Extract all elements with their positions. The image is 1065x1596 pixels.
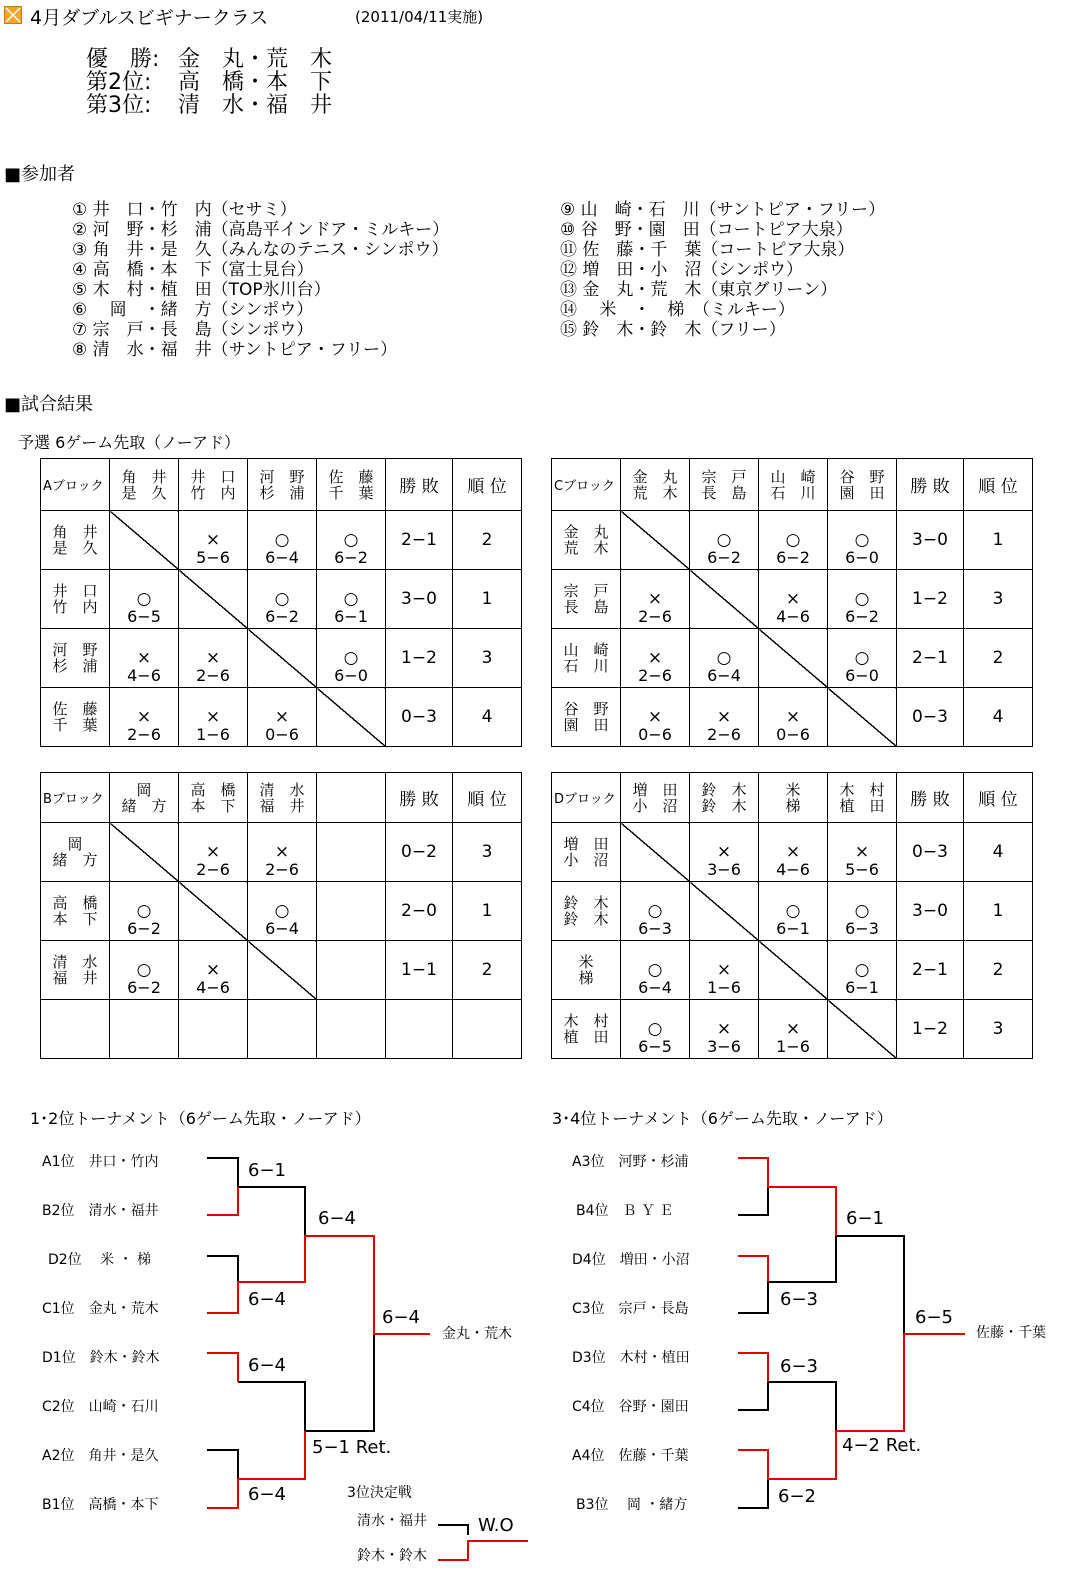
bracket1-score: 6−4 [248, 1289, 286, 1310]
bracket1-score: 5−1 Ret. [312, 1437, 392, 1458]
event-date: (2011/04/11実施) [355, 8, 484, 26]
result-cell: × 2−6 [690, 688, 759, 747]
column-header: 角 井 是 久 [110, 459, 179, 511]
result-cell: ○ 6−2 [110, 882, 179, 941]
column-header: 鈴 木 鈴 木 [690, 773, 759, 823]
result-cell: ○ 6−5 [621, 1000, 690, 1059]
third-place-team: 鈴木・鈴木 [357, 1548, 427, 1564]
result-cell: × 0−6 [621, 688, 690, 747]
bracket1-slot: B1位 高橋・本下 [42, 1497, 159, 1513]
wl-cell: 3−0 [386, 570, 453, 629]
result-cell: × 2−6 [179, 629, 248, 688]
rank-header: 順 位 [453, 773, 522, 823]
bracket2-score: 6−3 [780, 1356, 818, 1377]
result-cell: × 2−6 [179, 823, 248, 882]
result-cell: ○ 6−1 [317, 570, 386, 629]
result-cell: × 4−6 [759, 823, 828, 882]
result-cell: × 4−6 [110, 629, 179, 688]
result-cell: × 1−6 [690, 941, 759, 1000]
bracket1-slot: D1位 鈴木・鈴木 [42, 1350, 160, 1366]
rank-cell: 2 [453, 941, 522, 1000]
rank-cell: 1 [453, 570, 522, 629]
rank-cell: 2 [964, 629, 1033, 688]
rank-cell: 1 [453, 882, 522, 941]
block-label: Bブロック [41, 773, 110, 823]
result-cell: × 3−6 [690, 1000, 759, 1059]
result-cell: × 2−6 [110, 688, 179, 747]
wl-cell: 0−3 [897, 688, 964, 747]
bracket2-slot: D3位 木村・植田 [572, 1350, 690, 1366]
result-cell: × 5−6 [179, 511, 248, 570]
rank-header: 順 位 [964, 459, 1033, 511]
bracket2-slot: C4位 谷野・園田 [572, 1399, 689, 1415]
bracket2-heading: 3･4位トーナメント（6ゲーム先取・ノーアド） [552, 1109, 893, 1128]
rank-cell: 3 [964, 1000, 1033, 1059]
result-cell: ○ 6−2 [828, 570, 897, 629]
row-header: 山 崎 石 川 [552, 629, 621, 688]
result-cell: × 5−6 [828, 823, 897, 882]
result-cell: ○ 6−3 [621, 882, 690, 941]
result-cell: × 2−6 [248, 823, 317, 882]
column-header: 米 梯 [759, 773, 828, 823]
wl-cell: 2−0 [386, 882, 453, 941]
bracket2-winner: 佐藤・千葉 [976, 1325, 1046, 1341]
wl-cell: 3−0 [897, 882, 964, 941]
list-item: ⑨ 山 崎・石 川（サントピア・フリー） [560, 200, 886, 220]
result-cell: ○ 6−0 [828, 629, 897, 688]
bracket2-final-score: 6−5 [915, 1307, 953, 1328]
result-cell: ○ 6−2 [317, 511, 386, 570]
column-header: 井 口 竹 内 [179, 459, 248, 511]
row-header: 木 村 植 田 [552, 1000, 621, 1059]
bracket1-slot: C1位 金丸・荒木 [42, 1301, 159, 1317]
result-cell: ○ 6−0 [317, 629, 386, 688]
rank-cell: 4 [453, 688, 522, 747]
rank-cell: 1 [964, 882, 1033, 941]
winner-line: 第3位: 清 水・福 井 [86, 93, 333, 118]
participants-heading: ■参加者 [4, 164, 76, 185]
winner-line: 第2位: 高 橋・本 下 [86, 70, 333, 95]
list-item: ⑥ 岡 ・緒 方（シンポウ） [72, 300, 314, 320]
rank-cell: 3 [453, 823, 522, 882]
result-cell: × 0−6 [759, 688, 828, 747]
list-item: ① 井 口・竹 内（セサミ） [72, 200, 297, 220]
rank-cell: 4 [964, 823, 1033, 882]
third-place-result: W.O [478, 1515, 514, 1536]
list-item: ⑬ 金 丸・荒 木（東京グリーン） [560, 280, 838, 300]
bracket2-score: 6−2 [778, 1486, 816, 1507]
rank-cell: 4 [964, 688, 1033, 747]
column-header: 谷 野 園 田 [828, 459, 897, 511]
block-label: Cブロック [552, 459, 621, 511]
page-title: 4月ダブルスビギナークラス [30, 7, 269, 29]
row-header: 岡 緒 方 [41, 823, 110, 882]
result-cell: × 1−6 [759, 1000, 828, 1059]
row-header: 高 橋 本 下 [41, 882, 110, 941]
bracket2-score: 6−1 [846, 1208, 884, 1229]
bracket1-score: 6−4 [318, 1208, 356, 1229]
result-cell: ○ 6−3 [828, 882, 897, 941]
third-place-team: 清水・福井 [357, 1513, 427, 1529]
rank-cell: 2 [964, 941, 1033, 1000]
rank-cell: 2 [453, 511, 522, 570]
row-header: 井 口 竹 内 [41, 570, 110, 629]
wl-cell: 1−2 [386, 629, 453, 688]
wl-cell: 3−0 [897, 511, 964, 570]
row-header: 米 梯 [552, 941, 621, 1000]
column-header: 河 野 杉 浦 [248, 459, 317, 511]
list-item: ⑤ 木 村・植 田（TOP氷川台） [72, 280, 331, 300]
bracket1-slot: B2位 清水・福井 [42, 1203, 159, 1219]
column-header: 山 崎 石 川 [759, 459, 828, 511]
rank-cell: 3 [453, 629, 522, 688]
prelim-heading: 予選 6ゲーム先取（ノーアド） [18, 433, 240, 452]
wl-cell: 1−1 [386, 941, 453, 1000]
wl-cell: 0−2 [386, 823, 453, 882]
rank-header: 順 位 [964, 773, 1033, 823]
list-item: ⑮ 鈴 木・鈴 木（フリー） [560, 320, 786, 340]
bracket1-slot: A1位 井口・竹内 [42, 1154, 159, 1170]
bracket2-slot: B4位 Ｂ Ｙ Ｅ [576, 1203, 674, 1219]
column-header: 増 田 小 沼 [621, 773, 690, 823]
result-cell: × 0−6 [248, 688, 317, 747]
bracket1-final-score: 6−4 [382, 1307, 420, 1328]
bracket1-score: 6−1 [248, 1160, 286, 1181]
list-item: ③ 角 井・是 久（みんなのテニス・シンポウ） [72, 240, 449, 260]
row-header: 角 井 是 久 [41, 511, 110, 570]
wl-cell: 2−1 [386, 511, 453, 570]
result-cell: × 4−6 [179, 941, 248, 1000]
result-cell: ○ 6−2 [690, 511, 759, 570]
bracket2-score: 6−3 [780, 1289, 818, 1310]
bracket1-slot: D2位 米 ・ 梯 [48, 1252, 152, 1268]
result-cell: × 3−6 [690, 823, 759, 882]
row-header: 谷 野 園 田 [552, 688, 621, 747]
wl-header: 勝 敗 [897, 773, 964, 823]
result-cell: ○ 6−5 [110, 570, 179, 629]
bracket2-slot: A3位 河野・杉浦 [572, 1154, 689, 1170]
row-header: 鈴 木 鈴 木 [552, 882, 621, 941]
row-header: 佐 藤 千 葉 [41, 688, 110, 747]
bracket2-slot: C3位 宗戸・長島 [572, 1301, 689, 1317]
column-header: 木 村 植 田 [828, 773, 897, 823]
wl-header: 勝 敗 [897, 459, 964, 511]
result-cell: ○ 6−2 [759, 511, 828, 570]
column-header: 佐 藤 千 葉 [317, 459, 386, 511]
results-heading: ■試合結果 [4, 394, 94, 415]
result-cell: ○ 6−2 [248, 570, 317, 629]
column-header: 清 水 福 井 [248, 773, 317, 823]
column-header: 岡 緒 方 [110, 773, 179, 823]
winner-line: 優 勝: 金 丸・荒 木 [86, 47, 333, 72]
list-item: ⑩ 谷 野・園 田（コートピア大泉） [560, 220, 853, 240]
column-header: 宗 戸 長 島 [690, 459, 759, 511]
result-cell: ○ 6−4 [248, 882, 317, 941]
block-label: Aブロック [41, 459, 110, 511]
wl-header: 勝 敗 [386, 773, 453, 823]
wl-cell: 1−2 [897, 1000, 964, 1059]
result-cell: ○ 6−4 [621, 941, 690, 1000]
bracket1-score: 6−4 [248, 1484, 286, 1505]
list-item: ⑦ 宗 戸・長 島（シンポウ） [72, 320, 314, 340]
row-header: 増 田 小 沼 [552, 823, 621, 882]
result-cell: ○ 6−0 [828, 511, 897, 570]
wl-cell: 1−2 [897, 570, 964, 629]
bracket1-score: 6−4 [248, 1355, 286, 1376]
bracket1-heading: 1･2位トーナメント（6ゲーム先取・ノーアド） [30, 1109, 371, 1128]
bracket2-score: 4−2 Ret. [842, 1435, 922, 1456]
result-cell: ○ 6−1 [759, 882, 828, 941]
list-item: ④ 高 橋・本 下（富士見台） [72, 260, 314, 280]
bracket2-slot: B3位 岡 ・緒方 [576, 1497, 688, 1513]
row-header: 宗 戸 長 島 [552, 570, 621, 629]
column-header: 高 橋 本 下 [179, 773, 248, 823]
result-cell: × 2−6 [621, 629, 690, 688]
bracket1-slot: C2位 山崎・石川 [42, 1399, 159, 1415]
rank-header: 順 位 [453, 459, 522, 511]
wl-cell: 0−3 [897, 823, 964, 882]
list-item: ⑧ 清 水・福 井（サントピア・フリー） [72, 340, 398, 360]
bracket1-winner: 金丸・荒木 [442, 1326, 512, 1342]
column-header: 金 丸 荒 木 [621, 459, 690, 511]
row-header: 金 丸 荒 木 [552, 511, 621, 570]
result-cell: × 4−6 [759, 570, 828, 629]
result-cell: × 1−6 [179, 688, 248, 747]
rank-cell: 3 [964, 570, 1033, 629]
wl-cell: 2−1 [897, 941, 964, 1000]
list-item: ⑫ 増 田・小 沼（シンポウ） [560, 260, 803, 280]
result-cell: ○ 6−2 [110, 941, 179, 1000]
wl-cell: 2−1 [897, 629, 964, 688]
block-label: Dブロック [552, 773, 621, 823]
wl-header: 勝 敗 [386, 459, 453, 511]
result-cell: × 2−6 [621, 570, 690, 629]
bracket1-slot: A2位 角井・是久 [42, 1448, 159, 1464]
list-item: ② 河 野・杉 浦（高島平インドア・ミルキー） [72, 220, 450, 240]
row-header: 清 水 福 井 [41, 941, 110, 1000]
result-cell: ○ 6−4 [248, 511, 317, 570]
bracket2-slot: A4位 佐藤・千葉 [572, 1448, 689, 1464]
list-item: ⑪ 佐 藤・千 葉（コートピア大泉） [560, 240, 855, 260]
bracket2-slot: D4位 増田・小沼 [572, 1252, 690, 1268]
wl-cell: 0−3 [386, 688, 453, 747]
result-cell: ○ 6−1 [828, 941, 897, 1000]
list-item: ⑭ 米 ・ 梯 （ミルキー） [560, 300, 795, 320]
rank-cell: 1 [964, 511, 1033, 570]
row-header: 河 野 杉 浦 [41, 629, 110, 688]
result-cell: ○ 6−4 [690, 629, 759, 688]
third-place-label: 3位決定戦 [347, 1485, 412, 1501]
